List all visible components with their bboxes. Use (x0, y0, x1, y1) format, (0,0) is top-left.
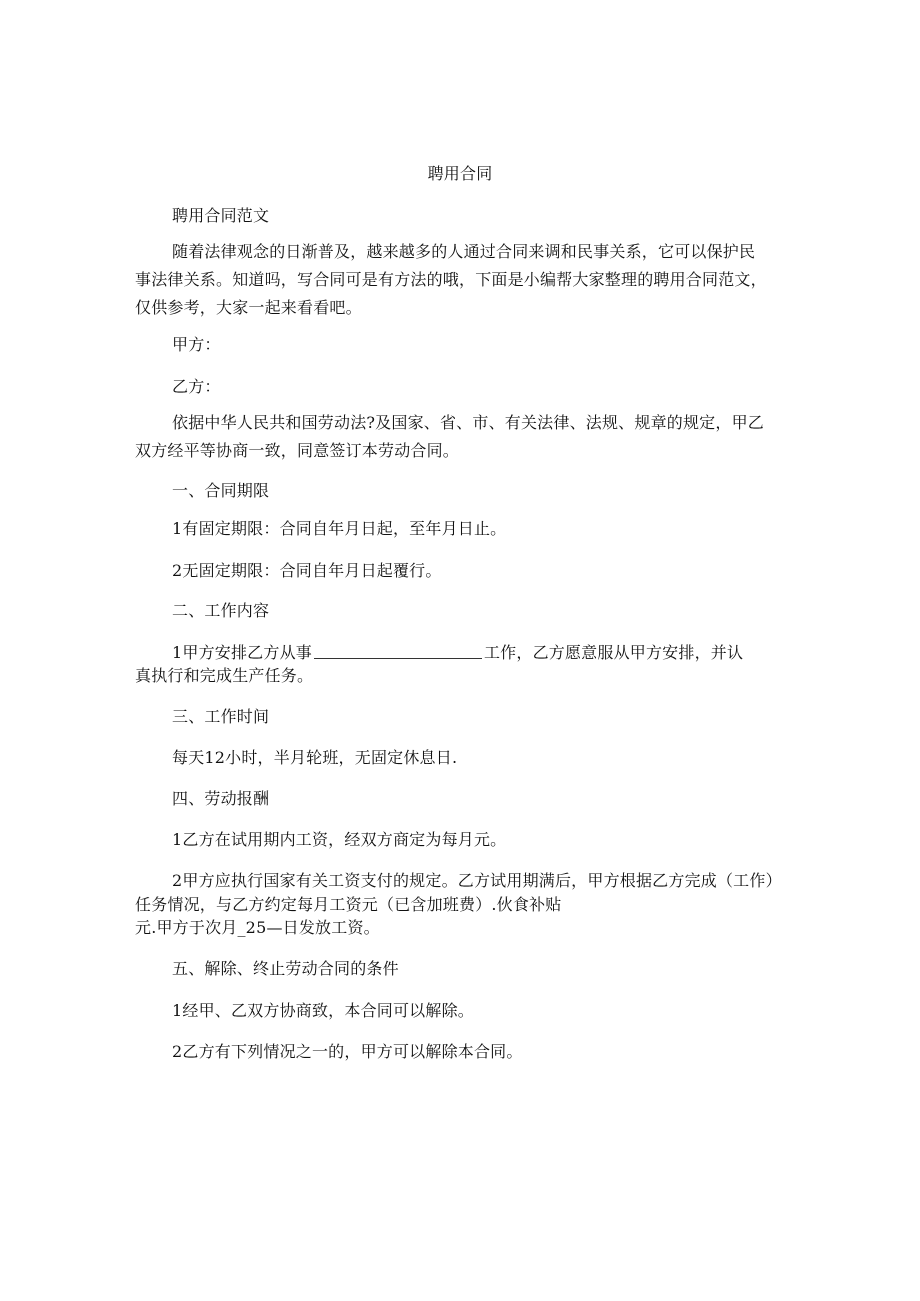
section-5-item-1: 1经甲、乙双方协商致，本合同可以解除。 (172, 1001, 474, 1020)
section-3-item-1: 每天12小时，半月轮班，无固定休息日. (172, 748, 458, 767)
basis-line-1: 依据中华人民共和国劳动法?及国家、省、市、有关法律、法规、规章的规定，甲乙 (172, 413, 764, 432)
section-2-heading: 二、工作内容 (172, 601, 270, 620)
section-1-item-2: 2无固定期限：合同自年月日起覆行。 (172, 561, 442, 580)
section-5-heading: 五、解除、终止劳动合同的条件 (172, 959, 399, 978)
job-blank-line (314, 644, 482, 659)
section-1-heading: 一、合同期限 (172, 481, 270, 500)
basis-line-2: 双方经平等协商一致，同意签订本劳动合同。 (135, 441, 460, 460)
section-1-item-1: 1有固定期限：合同自年月日起，至年月日止。 (172, 519, 507, 538)
document-subtitle: 聘用合同范文 (172, 206, 270, 225)
section-3-heading: 三、工作时间 (172, 707, 270, 726)
section-2-item-1-line-2: 真执行和完成生产任务。 (135, 666, 314, 685)
section-2-item-1-before: 1甲方安排乙方从事 (172, 643, 312, 662)
section-4-item-2-line-3: 元.甲方于次月_25—日发放工资。 (135, 918, 380, 937)
document-title: 聘用合同 (427, 164, 493, 183)
intro-line-3: 仅供参考，大家一起来看看吧。 (135, 298, 362, 317)
intro-line-2: 事法律关系。知道吗，写合同可是有方法的哦，下面是小编帮大家整理的聘用合同范文， (135, 270, 767, 289)
intro-line-1: 随着法律观念的日渐普及，越来越多的人通过合同来调和民事关系，它可以保护民 (172, 242, 756, 261)
section-4-item-2-line-2: 任务情况，与乙方约定每月工资元（已含加班费）.伙食补贴 (135, 895, 562, 914)
party-b-label: 乙方： (172, 377, 221, 396)
section-4-item-1: 1乙方在试用期内工资，经双方商定为每月元。 (172, 830, 507, 849)
party-a-label: 甲方： (172, 335, 221, 354)
section-5-item-2: 2乙方有下列情况之一的，甲方可以解除本合同。 (172, 1042, 523, 1061)
section-4-heading: 四、劳动报酬 (172, 789, 270, 808)
section-2-item-1 (172, 643, 743, 663)
section-4-item-2-line-1: 2甲方应执行国家有关工资支付的规定。乙方试用期满后，甲方根据乙方完成（工作） (172, 871, 782, 890)
section-2-item-1-after: 工作，乙方愿意服从甲方安排，并认 (483, 643, 744, 662)
